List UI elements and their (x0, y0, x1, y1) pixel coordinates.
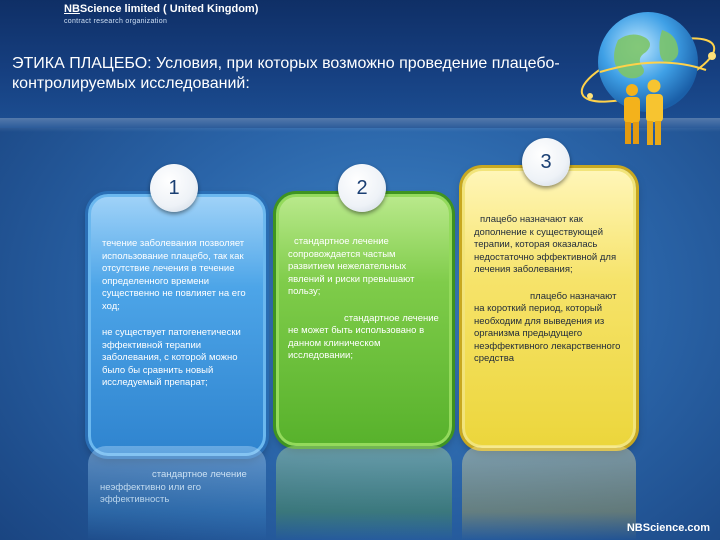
card-number-1: 1 (150, 164, 198, 212)
globe-illustration (570, 0, 720, 160)
card1-item-2: не существует патогенетически эффективной терапии заболевания, с которой можно было бы сравнить новый исследуемый препарат; (102, 327, 241, 388)
card3-reflection (462, 446, 636, 540)
footer-site-link[interactable]: NBScience.com (626, 522, 710, 534)
card1-reflection (88, 446, 266, 540)
card3-item-2: плацебо назначают на короткий период, который необходим для выведения из организма предыдущего неэффективного лекарственного средства (474, 290, 621, 364)
card1-item-1: течение заболевания позволяет использование плацебо, так как отсутствие лечения в течение определенного времени существенно не повлияет на его ход; (102, 238, 246, 312)
card3-text (474, 214, 622, 380)
card3-item-1: плацебо назначают как дополнение к существующей терапии, которая оказалась недостаточно эффективной для лечения заболевания; (474, 214, 617, 275)
card-number-3: 3 (522, 138, 570, 186)
company-prefix: NB (64, 3, 80, 15)
card2-item-1: стандартное лечение сопровождается частым развитием нежелательных явлений и риски превышают пользу; (288, 236, 415, 297)
card-number-2: 2 (338, 164, 386, 212)
company-name (64, 3, 258, 15)
page-title: ЭТИКА ПЛАЦЕБО: Условия, при которых возможно проведение плацебо-контролируемых исследований: (12, 55, 560, 92)
company-tagline: contract research organization (64, 18, 168, 25)
card2-text (288, 236, 440, 377)
globe-icon (570, 0, 720, 160)
card1-text (102, 238, 260, 404)
card1-item-3: стандартное лечение неэффективно или его эффективность (100, 469, 247, 505)
card2-item-2: стандартное лечение не может быть использовано в данном клиническом исследовании; (288, 312, 439, 361)
company-rest: Science limited ( United Kingdom) (79, 3, 259, 15)
card2-reflection (276, 446, 452, 540)
